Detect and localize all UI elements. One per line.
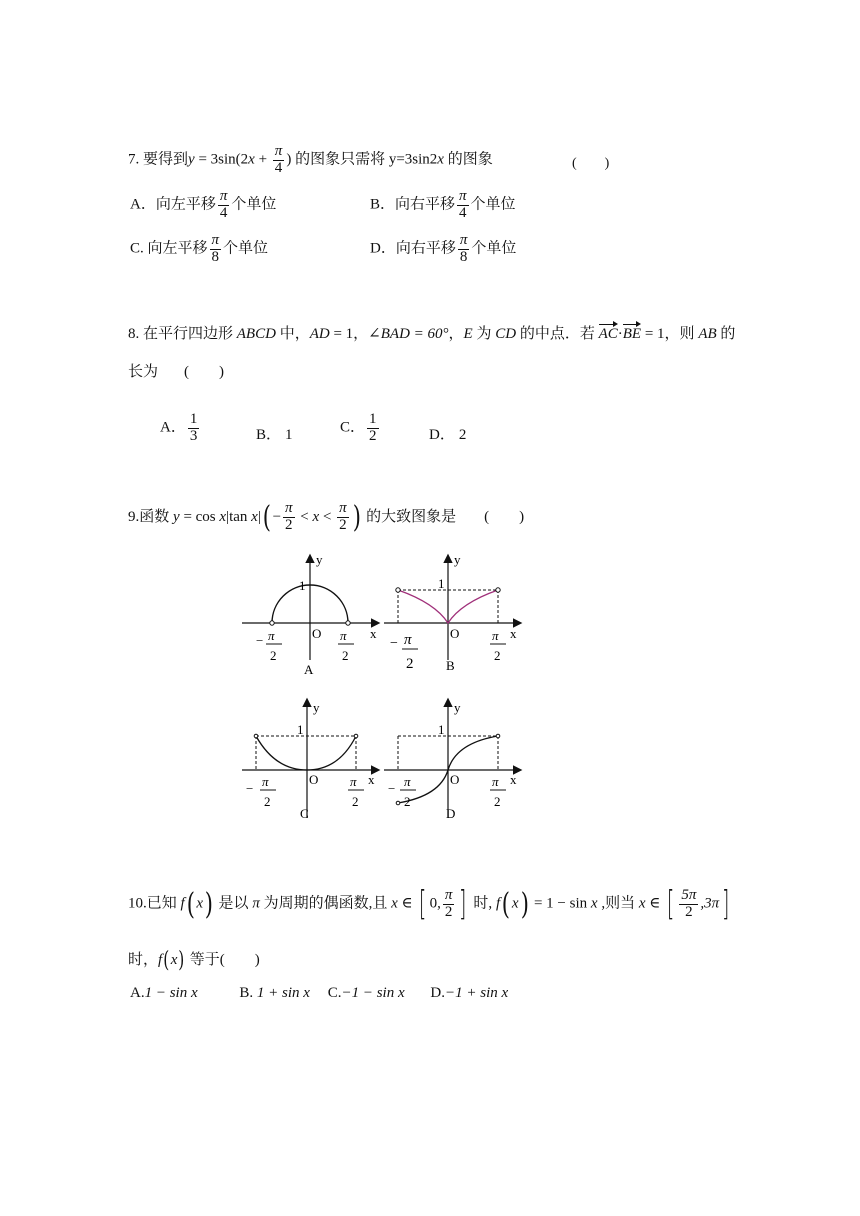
svg-text:2: 2 [494,794,501,809]
svg-text:π: π [404,632,412,648]
svg-text:π: π [492,628,499,643]
svg-text:2: 2 [406,656,414,672]
svg-text:O: O [309,772,319,787]
svg-text:−: − [256,633,264,648]
q7-option-b[interactable]: B．向右平移 $\frac{\pi}{4}$ 个单位 [370,188,516,221]
q10-options [130,985,508,1002]
q8-stem-line2: 长为 ( ) [128,364,225,380]
svg-text:−: − [390,636,398,651]
q7-stem: 7. 要得到y = 3sin(2x + $\frac{\pi}{4}$ ) 的图象只需将 y=3sin2x 的图象 [128,143,493,176]
vector-be: BE [622,326,642,342]
svg-text:y: y [316,552,323,567]
svg-text:2: 2 [342,648,349,663]
q9-stem: 9.函数 y = cos x|tan x|( − $\frac{\pi}{2}$ < x < $\frac{\pi}{2}$ ) 的大致图象是 ( ) [128,500,525,535]
q7-option-a[interactable]: A．向左平移 $\frac{\pi}{4}$ 个单位 [130,188,277,221]
svg-text:2: 2 [494,648,501,663]
svg-text:O: O [450,626,460,641]
q9-graphs [230,548,530,828]
q7-option-d[interactable]: D．向右平移 $\frac{\pi}{8}$ 个单位 [370,232,517,265]
svg-text:x: x [370,626,377,641]
svg-text:−: − [388,781,396,796]
q10-option-b[interactable]: B. 1 + sin x [239,985,310,1001]
svg-text:π: π [268,628,275,643]
svg-text:−: − [246,781,254,796]
svg-text:π: π [404,774,411,789]
svg-text:1: 1 [438,722,445,737]
svg-text:y: y [454,552,461,567]
svg-text:O: O [312,626,322,641]
graph-c[interactable] [242,700,378,821]
q8-stem: 8. 在平行四边形 ABCD 中，AD = 1，∠BAD = 60°，E 为 CD 的中点．若 AC·BE = 1，则 AB 的 [128,326,736,342]
svg-text:2: 2 [352,794,359,809]
svg-text:2: 2 [270,648,277,663]
svg-text:π: π [350,774,357,789]
svg-text:π: π [492,774,499,789]
graph-b[interactable] [384,552,520,673]
q10-option-c[interactable]: C.−1 − sin x [327,985,405,1001]
svg-text:D: D [446,806,456,821]
q10-option-a[interactable]: A.1 − sin x [130,985,198,1001]
svg-text:π: π [340,628,347,643]
q8-option-d[interactable]: D． 2 [429,427,467,443]
q9-answer-blank: ( ) [484,508,525,525]
svg-text:C: C [300,806,309,821]
q7-answer-blank: ( ) [572,156,610,171]
q8-option-a[interactable]: A． $\frac{1}{3}$ [160,411,198,444]
svg-text:y: y [313,700,320,715]
q10-option-d[interactable]: D.−1 + sin x [430,985,509,1001]
q8-answer-blank: ( ) [184,364,225,380]
svg-text:x: x [368,772,375,787]
svg-text:π: π [262,774,269,789]
svg-text:x: x [510,772,517,787]
svg-text:A: A [304,662,314,677]
q10-stem: 10.已知 f( x) 是以 π 为周期的偶函数,且 x ∈ [ 0, $\frac{\pi}{2}$ ] 时, f( x) = 1 − sin x ,则当 x ∈ [ $\frac{5\pi}{2}$ ,3π] [128,884,730,924]
q8-option-b[interactable]: B． 1 [256,427,293,443]
graph-d[interactable] [384,700,520,821]
graph-a[interactable] [242,552,378,677]
vector-ac: AC [598,326,618,342]
svg-text:y: y [454,700,461,715]
svg-text:1: 1 [299,578,306,593]
svg-text:2: 2 [264,794,271,809]
q7-option-c[interactable]: C. 向左平移 $\frac{\pi}{8}$ 个单位 [130,232,269,265]
svg-text:1: 1 [438,576,445,591]
svg-text:B: B [446,658,455,673]
svg-text:2: 2 [404,794,411,809]
svg-text:O: O [450,772,460,787]
q10-stem-line2: 时，f(x) 等于( ) [128,948,260,974]
svg-text:1: 1 [297,722,304,737]
q7-fraction: $\frac{\pi}{4}$ [274,143,283,176]
q8-option-c[interactable]: C． $\frac{1}{2}$ [340,411,377,444]
svg-text:x: x [510,626,517,641]
